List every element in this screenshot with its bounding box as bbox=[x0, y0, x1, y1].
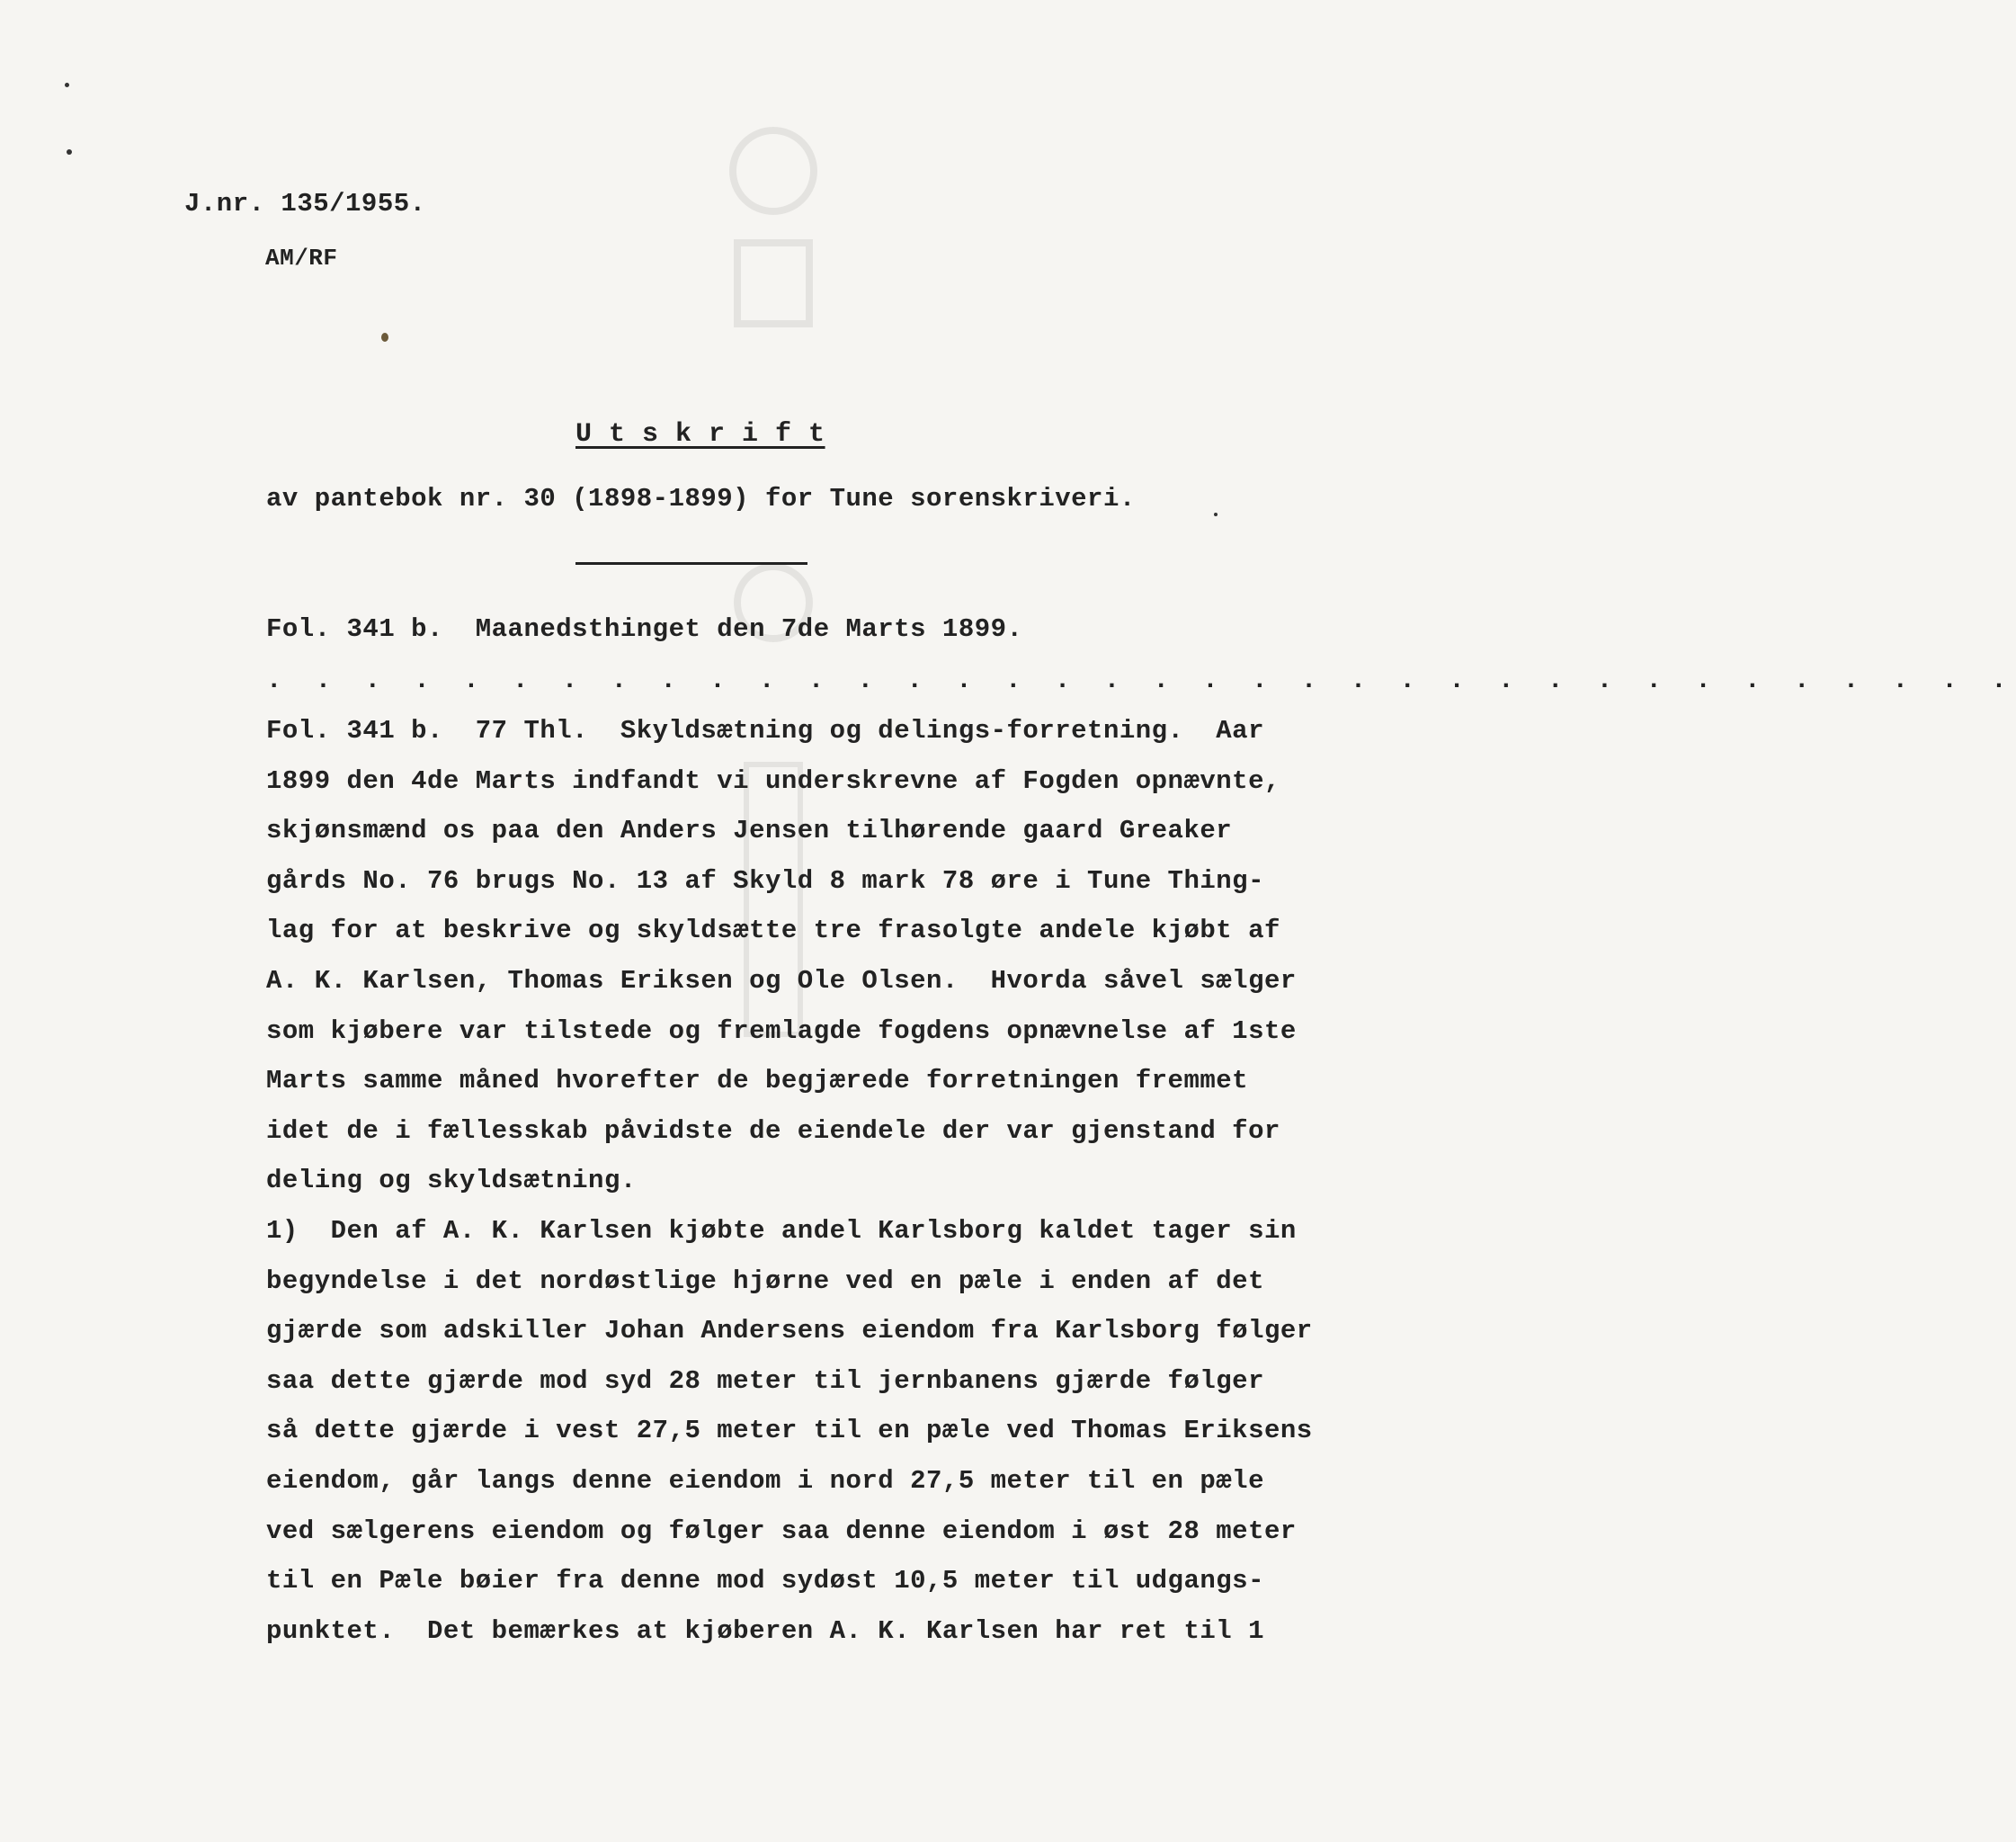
document-title: U t s k r i f t bbox=[575, 419, 825, 450]
body-line: så dette gjærde i vest 27,5 meter til en pæle ved Thomas Eriksens bbox=[266, 1416, 1313, 1446]
body-line: punktet. Det bemærkes at kjøberen A. K. Karlsen har ret til 1 bbox=[266, 1615, 1264, 1646]
ink-speck bbox=[381, 333, 388, 342]
body-line: gårds No. 76 brugs No. 13 af Skyld 8 mark 78 øre i Tune Thing- bbox=[266, 865, 1264, 896]
dotted-separator: . . . . . . . . . . . . . . . . . . . . . . . . . . . . . . . . . . . . bbox=[266, 666, 2016, 695]
section-divider bbox=[575, 562, 807, 565]
margin-mark bbox=[67, 149, 72, 155]
ink-speck bbox=[1214, 513, 1218, 516]
body-line: begyndelse i det nordøstlige hjørne ved en pæle i enden af det bbox=[266, 1265, 1264, 1296]
body-line: eiendom, går langs denne eiendom i nord 27,5 meter til en pæle bbox=[266, 1466, 1264, 1496]
body-line: gjærde som adskiller Johan Andersens eiendom fra Karlsborg følger bbox=[266, 1316, 1313, 1346]
body-line: Fol. 341 b. 77 Thl. Skyldsætning og delings-forretning. Aar bbox=[266, 716, 1264, 746]
body-line: Marts samme måned hvorefter de begjærede forretningen fremmet bbox=[266, 1066, 1249, 1096]
initials: AM/RF bbox=[265, 245, 338, 272]
body-line: saa dette gjærde mod syd 28 meter til jernbanens gjærde følger bbox=[266, 1365, 1264, 1396]
body-line: lag for at beskrive og skyldsætte tre frasolgte andele kjøbt af bbox=[266, 916, 1280, 946]
body-line: til en Pæle bøier fra denne mod sydøst 10,5 meter til udgangs- bbox=[266, 1566, 1264, 1596]
journal-number: J.nr. 135/1955. bbox=[184, 189, 426, 219]
body-line: 1) Den af A. K. Karlsen kjøbte andel Karlsborg kaldet tager sin bbox=[266, 1216, 1297, 1246]
body-line: skjønsmænd os paa den Anders Jensen tilhørende gaard Greaker bbox=[266, 816, 1233, 846]
body-line: idet de i fællesskab påvidste de eiendele der var gjenstand for bbox=[266, 1115, 1280, 1146]
body-line: ved sælgerens eiendom og følger saa denne eiendom i øst 28 meter bbox=[266, 1516, 1297, 1546]
margin-mark bbox=[65, 83, 69, 87]
body-line: 1899 den 4de Marts indfandt vi underskrevne af Fogden opnævnte, bbox=[266, 765, 1280, 796]
body-line: som kjøbere var tilstede og fremlagde fogdens opnævnelse af 1ste bbox=[266, 1015, 1297, 1046]
body-line: deling og skyldsætning. bbox=[266, 1166, 637, 1196]
session-heading: Fol. 341 b. Maanedsthinget den 7de Marts 1899. bbox=[266, 614, 1023, 644]
body-line: A. K. Karlsen, Thomas Eriksen og Ole Olsen. Hvorda såvel sælger bbox=[266, 966, 1297, 996]
document-subtitle: av pantebok nr. 30 (1898-1899) for Tune sorenskriveri. bbox=[266, 484, 1136, 514]
